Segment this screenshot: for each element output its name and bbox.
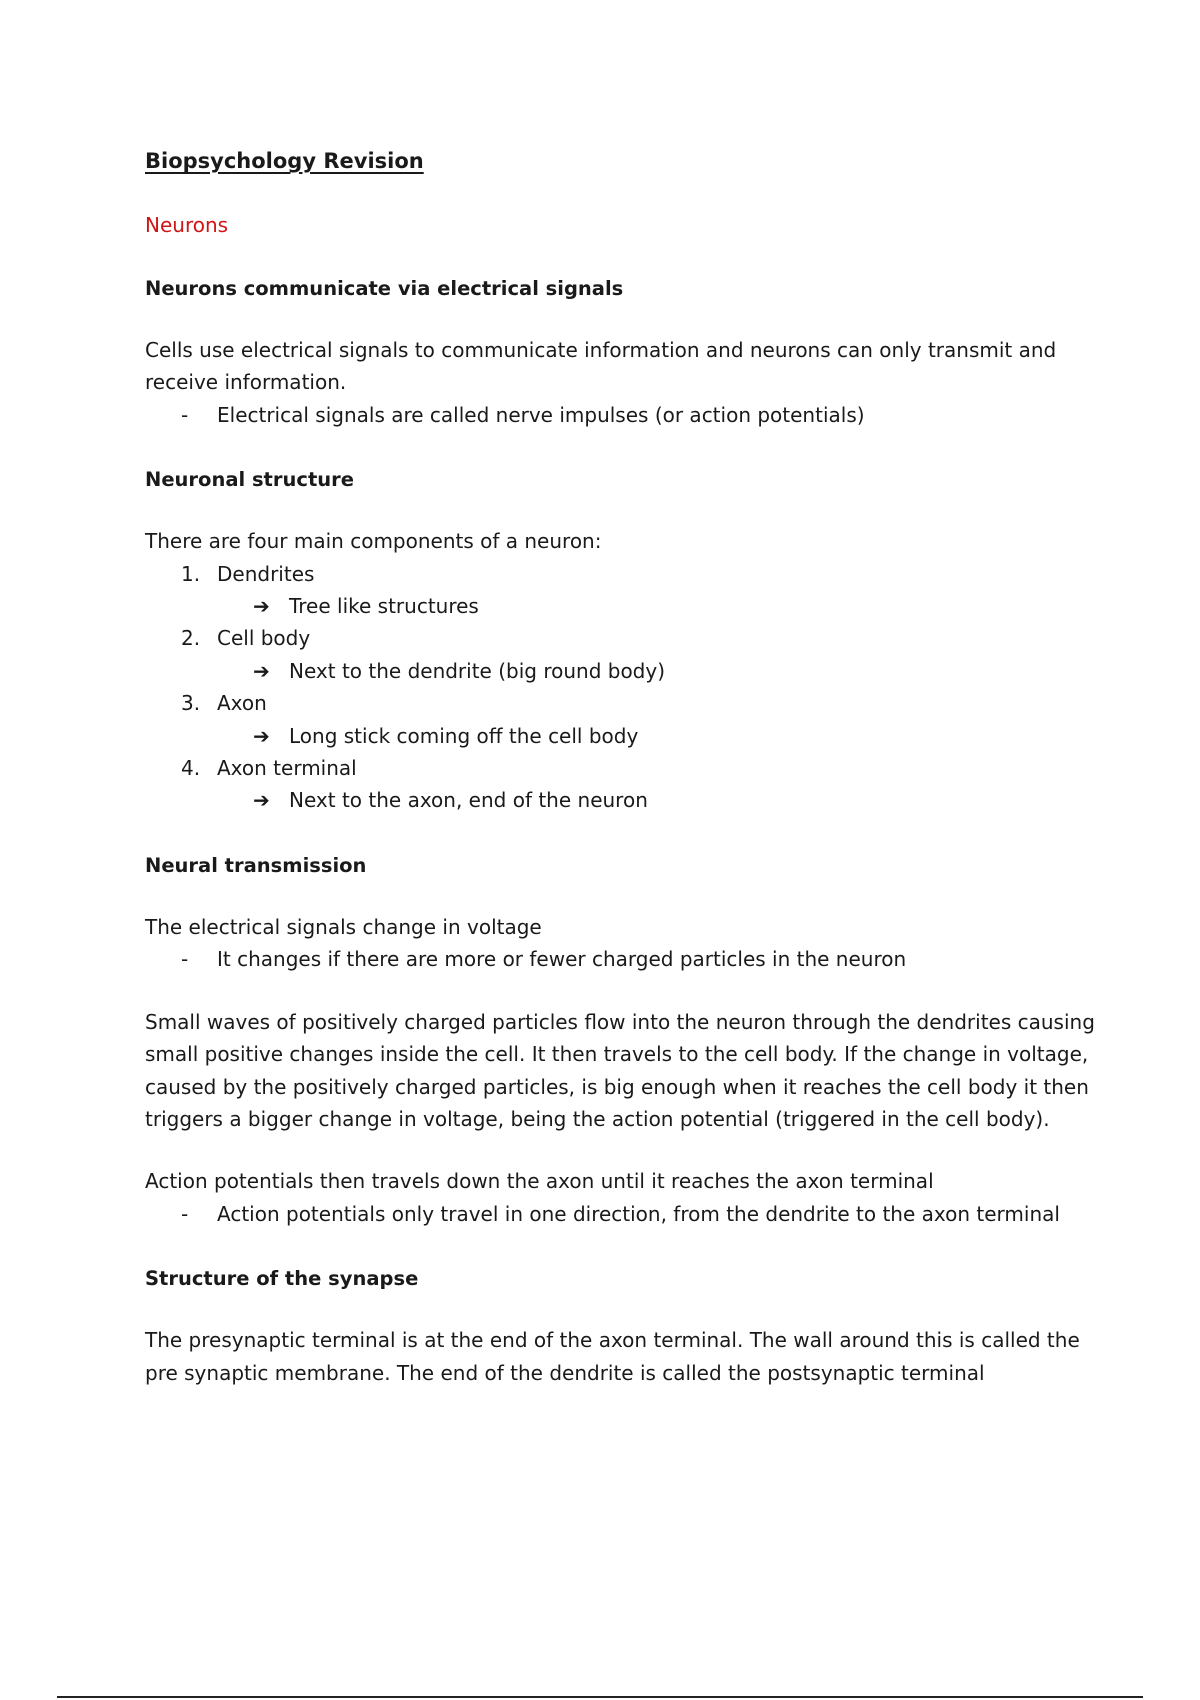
- dash-marker: -: [181, 947, 189, 972]
- sub-item-text: Long stick coming off the cell body: [289, 723, 639, 748]
- arrow-icon: ➔: [253, 788, 270, 813]
- dash-marker: -: [181, 402, 189, 427]
- paragraph: Small waves of positively charged particles flow into the neuron through the dendrites causing small positive changes inside the cell. It then travels to the cell body. If the change in voltage, caused by the positively charged particles, is big enough when it reaches the cell body it then triggers a bigger change in voltage, being the action potential (triggered in the cell body).: [145, 1009, 1095, 1131]
- list-label: Dendrites: [217, 561, 315, 586]
- list-label: Cell body: [217, 626, 311, 651]
- document-page: [145, 146, 1095, 1389]
- paragraph-block: [145, 911, 1095, 976]
- bullet-item: [145, 399, 1095, 431]
- paragraph: There are four main components of a neuron:: [145, 529, 602, 554]
- heading-synapse: Structure of the synapse: [145, 1267, 419, 1291]
- list-number: 2.: [181, 626, 201, 651]
- paragraph: The electrical signals change in voltage: [145, 914, 542, 939]
- dash-marker: -: [181, 1201, 189, 1226]
- list-item: [145, 687, 1095, 719]
- footer-divider: [57, 1696, 1143, 1698]
- arrow-icon: ➔: [253, 723, 270, 748]
- bullet-text: Action potentials only travel in one direction, from the dendrite to the axon terminal: [217, 1201, 1060, 1226]
- sub-item: [145, 784, 1095, 816]
- section-heading-neurons: Neurons: [145, 213, 229, 237]
- list-item: [145, 558, 1095, 590]
- sub-item-text: Tree like structures: [289, 594, 479, 619]
- bullet-text: Electrical signals are called nerve impulses (or action potentials): [217, 402, 865, 427]
- list-number: 3.: [181, 691, 201, 716]
- sub-item-text: Next to the dendrite (big round body): [289, 658, 666, 683]
- sub-item: [145, 590, 1095, 622]
- sub-item-text: Next to the axon, end of the neuron: [289, 788, 648, 813]
- list-item: [145, 752, 1095, 784]
- bullet-text: It changes if there are more or fewer charged particles in the neuron: [217, 947, 907, 972]
- paragraph-block: [145, 334, 1095, 431]
- heading-communicate: Neurons communicate via electrical signals: [145, 277, 624, 300]
- heading-transmission: Neural transmission: [145, 853, 367, 877]
- paragraph: Action potentials then travels down the axon until it reaches the axon terminal: [145, 1169, 934, 1194]
- paragraph: The presynaptic terminal is at the end of the axon terminal. The wall around this is called the pre synaptic membrane. The end of the dendrite is called the postsynaptic terminal: [145, 1328, 1080, 1385]
- list-number: 4.: [181, 756, 201, 781]
- list-label: Axon terminal: [217, 756, 357, 781]
- sub-item: [145, 720, 1095, 752]
- paragraph: Cells use electrical signals to communicate information and neurons can only transmit and receive information.: [145, 338, 1057, 395]
- arrow-icon: ➔: [253, 658, 270, 683]
- list-item: [145, 622, 1095, 654]
- heading-structure: Neuronal structure: [145, 468, 354, 492]
- arrow-icon: ➔: [253, 594, 270, 619]
- bullet-item: [145, 943, 1095, 975]
- sub-item: [145, 655, 1095, 687]
- list-label: Axon: [217, 691, 267, 716]
- components-block: [145, 525, 1095, 817]
- bullet-item: [145, 1198, 1095, 1230]
- document-title: Biopsychology Revision: [145, 149, 424, 173]
- list-number: 1.: [181, 561, 201, 586]
- paragraph-block: [145, 1165, 1095, 1230]
